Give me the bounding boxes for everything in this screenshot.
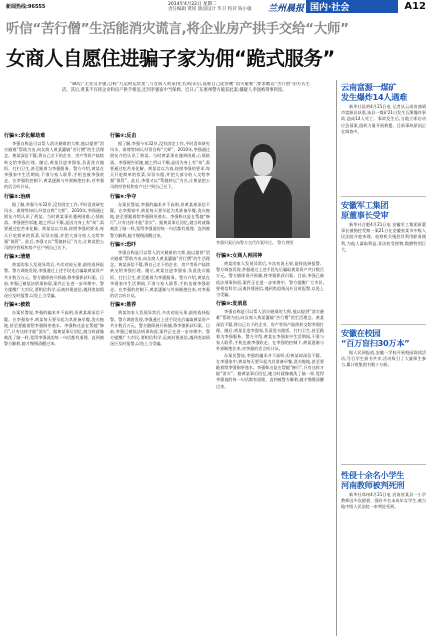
article-column-1 bbox=[4, 130, 104, 635]
body-text: 李强自称是可以帮人消灾避难的大师,他以提供“消灾避难”帮助为由,向女商人黄某灌输“苦行僧”的生活理念。黄某深信不疑,将自己名下的企业、房产等资产陆续转交给李强打理。随后,黄某住进李强家,负责洗衣做饭、打扫卫生,甚至跪着为李强服务。警方介绍,黄某在李强家中生活期间,不准与家人联系,手机也被李强收走。在李强的控制下,黄某逐渐与外界断绝往来,对李强的话言听计从。 bbox=[4, 141, 104, 190]
subhead: 行骗⑦:恐吓 bbox=[110, 241, 137, 248]
article-column-3 bbox=[216, 250, 324, 635]
news-hotline: 新闻热线:96555 bbox=[6, 4, 46, 10]
subhead: 行骗②:治病 bbox=[4, 193, 31, 200]
sidebar-headline: 安徽军工集团 原董事长受审 bbox=[341, 200, 389, 220]
page-header bbox=[0, 0, 430, 14]
body-text: 据了解,李强今年32岁,没有固定工作,平时喜欢研究风水、命理等知识,经常自称“大师”。2010年,李强通过朋友介绍认识了黄某。当时黄某事业遇到困难,心情低落。李强便告诉她,她之所以不顺,是因为身上有“劫”,需要通过吃苦来化解。黄某信以为真,按照李强的要求,每天只吃简单的饭菜,穿旧衣服,并把大部分收入交给李强“保管”。此后,李强又以“帮她转运”为名,让黄某把公司的经营权和房产过户到自己名下。 bbox=[4, 201, 104, 251]
issue-info bbox=[168, 2, 252, 12]
body-text: 办案民警说,李强的骗术并不高明,但黄某却深信不疑。在李强家中,黄某每天要早起为其准备早餐,洗衣拖地,甚至要跪着给李强倒茶递水。李强称这是在帮她“修行”,只有这样才能“消灾”。据黄某事后回忆,她当时就像被洗了脑一样,觉得李强说的每一句话都有道理。直到被警方解救,她才慢慢清醒过来。 bbox=[110, 201, 210, 238]
subhead: 行骗③:清楚 bbox=[4, 254, 31, 261]
issue-date: 2014年4月22日 星期二 bbox=[168, 2, 217, 7]
photo-caption: 李强归案后向警方交代作案经过。 警方供图 bbox=[216, 240, 294, 245]
subhead: 行骗⑤:反击 bbox=[110, 133, 137, 139]
article-headline: 女商人自愿住进骗子家为佣“跪式服务” bbox=[6, 47, 335, 70]
body-text: 办案民警说,李强的骗术并不高明,但黄某却深信不疑。在李强家中,黄某每天要早起为其准备早餐,洗衣拖地,甚至要跪着给李强倒茶递水。李强称这是在帮她“修行”,只有这样才能“消灾”。据黄某事后回忆,她当时就像被洗了脑一样,觉得李强说的每一句话都有道理。直到被警方解救,她才慢慢清醒过来。 bbox=[216, 352, 324, 389]
subhead: 行骗①:求化解劫难 bbox=[4, 133, 46, 139]
body-text: 黄某的家人发现异常后,多次劝说无果,最终选择报警。警方调查发现,李强通过上述手段先后骗取黄某资产共计数百万元。警方随即展开抓捕,将李强抓获归案。目前,李强已被依法刑事拘留,案件正在进一步审理中。警方提醒广大市民,要相信科学,远离封建迷信,遇到类似情况应及时报警,以免上当受骗。 bbox=[216, 261, 324, 298]
sidebar-text: 新华社郑州4月21日电 河南省某县一小学教师因多次猥亵、强奸多名未成年女学生,被当地中级人民法院一审判处死刑。 bbox=[341, 492, 426, 510]
sidebar-text: 新华社合肥4月21日电 安徽军工集团原董事长被指控受贿一案21日在安徽省某市中级人民法院开庭审理。检察机关指控其利用职务便利,为他人谋取利益,非法收受财物,数额特别巨大。 bbox=[341, 222, 426, 252]
sidebar-headline: 性侵十余名小学生 河南教师被判死刑 bbox=[341, 470, 405, 490]
sidebar-headline: 安徽在校园 “百万盲扫30万本” bbox=[341, 328, 410, 348]
body-text: 黄某的家人发现异常后,多次劝说无果,最终选择报警。警方调查发现,李强通过上述手段先后骗取黄某资产共计数百万元。警方随即展开抓捕,将李强抓获归案。目前,李强已被依法刑事拘留,案件正在进一步审理中。警方提醒广大市民,要相信科学,远离封建迷信,遇到类似情况应及时报警,以免上当受骗。 bbox=[110, 310, 210, 347]
section-label: 国内·社会 bbox=[306, 0, 398, 13]
masthead-logo: 兰州晨报 bbox=[268, 4, 305, 14]
body-text: 黄某的家人发现异常后,多次劝说无果,最终选择报警。警方调查发现,李强通过上述手段先后骗取黄某资产共计数百万元。警方随即展开抓捕,将李强抓获归案。目前,李强已被依法刑事拘留,案件正在进一步审理中。警方提醒广大市民,要相信科学,远离封建迷信,遇到类似情况应及时报警,以免上当受骗。 bbox=[4, 262, 104, 299]
sidebar-text: 据人民网报道,安徽一学校开展校园阅读活动,号召学生捐书共享,活动吸引了大量师生参与,累计收集图书数十万册。 bbox=[341, 350, 426, 368]
article-column-2 bbox=[110, 130, 210, 635]
sidebar-divider bbox=[341, 324, 426, 325]
subhead: 行骗④:被救 bbox=[4, 302, 31, 309]
subhead: 行骗⑨:女商人再回神 bbox=[216, 253, 263, 259]
page-number: A12 bbox=[404, 1, 426, 12]
sidebar-divider bbox=[341, 196, 426, 197]
subhead: 行骗⑩:发消息 bbox=[216, 301, 248, 308]
sidebar-headline: 云南富源一煤矿 发生爆炸14人遇难 bbox=[341, 82, 408, 102]
article-kicker: 听信“苦行僧”生活能消灾谎言,将企业房产拱手交给“大师” bbox=[6, 21, 349, 37]
sidebar-divider bbox=[341, 464, 426, 465]
body-text: 办案民警说,李强的骗术并不高明,但黄某却深信不疑。在李强家中,黄某每天要早起为其准备早餐,洗衣拖地,甚至要跪着给李强倒茶递水。李强称这是在帮她“修行”,只有这样才能“消灾”。据黄某事后回忆,她当时就像被洗了脑一样,觉得李强说的每一句话都有道理。直到被警方解救,她才慢慢清醒过来。 bbox=[4, 310, 104, 347]
article-lead: “80后”无业汉李强,自称“九运财运贵星”,与女商人黄某(化名)结识后,谎称自己能帮她“消灾避难”,要求她以“苦行僧”的方式生活。其后,黄某不仅将企业和房产拱手相送,还到李强家中当保姆。近日,广东惠州警方破获此案,嫌疑人李强被刑事拘留。 bbox=[62, 82, 310, 94]
subhead: 行骗⑥:争夺 bbox=[110, 193, 137, 200]
body-text: 李强自称是可以帮人消灾避难的大师,他以提供“消灾避难”帮助为由,向女商人黄某灌输“苦行僧”的生活理念。黄某深信不疑,将自己名下的企业、房产等资产陆续转交给李强打理。随后,黄某住进李强家,负责洗衣做饭、打扫卫生,甚至跪着为李强服务。警方介绍,黄某在李强家中生活期间,不准与家人联系,手机也被李强收走。在李强的控制下,黄某逐渐与外界断绝往来,对李强的话言听计从。 bbox=[216, 309, 324, 352]
editor-credits: 责任编辑 黄铭 版面设计 毕卫 校对 陈小敏 bbox=[168, 7, 252, 12]
column-divider bbox=[336, 80, 337, 636]
body-text: 据了解,李强今年32岁,没有固定工作,平时喜欢研究风水、命理等知识,经常自称“大师”。2010年,李强通过朋友介绍认识了黄某。当时黄某事业遇到困难,心情低落。李强便告诉她,她之所以不顺,是因为身上有“劫”,需要通过吃苦来化解。黄某信以为真,按照李强的要求,每天只吃简单的饭菜,穿旧衣服,并把大部分收入交给李强“保管”。此后,李强又以“帮她转运”为名,让黄某把公司的经营权和房产过户到自己名下。 bbox=[110, 141, 210, 190]
body-text: 李强自称是可以帮人消灾避难的大师,他以提供“消灾避难”帮助为由,向女商人黄某灌输“苦行僧”的生活理念。黄某深信不疑,将自己名下的企业、房产等资产陆续转交给李强打理。随后,黄某住进李强家,负责洗衣做饭、打扫卫生,甚至跪着为李强服务。警方介绍,黄某在李强家中生活期间,不准与家人联系,手机也被李强收走。在李强的控制下,黄某逐渐与外界断绝往来,对李强的话言听计从。 bbox=[110, 249, 210, 299]
subhead: 行骗⑧:推荐 bbox=[110, 302, 137, 309]
sidebar-text: 新华社昆明4月21日电 记者从云南省曲靖市富源县获悉,该县一煤矿21日发生瓦斯爆炸事故,造成14人死亡。事故发生后,当地立即启动应急预案,组织力量开展救援。目前事故原因正在调查中。 bbox=[341, 104, 426, 134]
suspect-photo bbox=[216, 126, 310, 238]
